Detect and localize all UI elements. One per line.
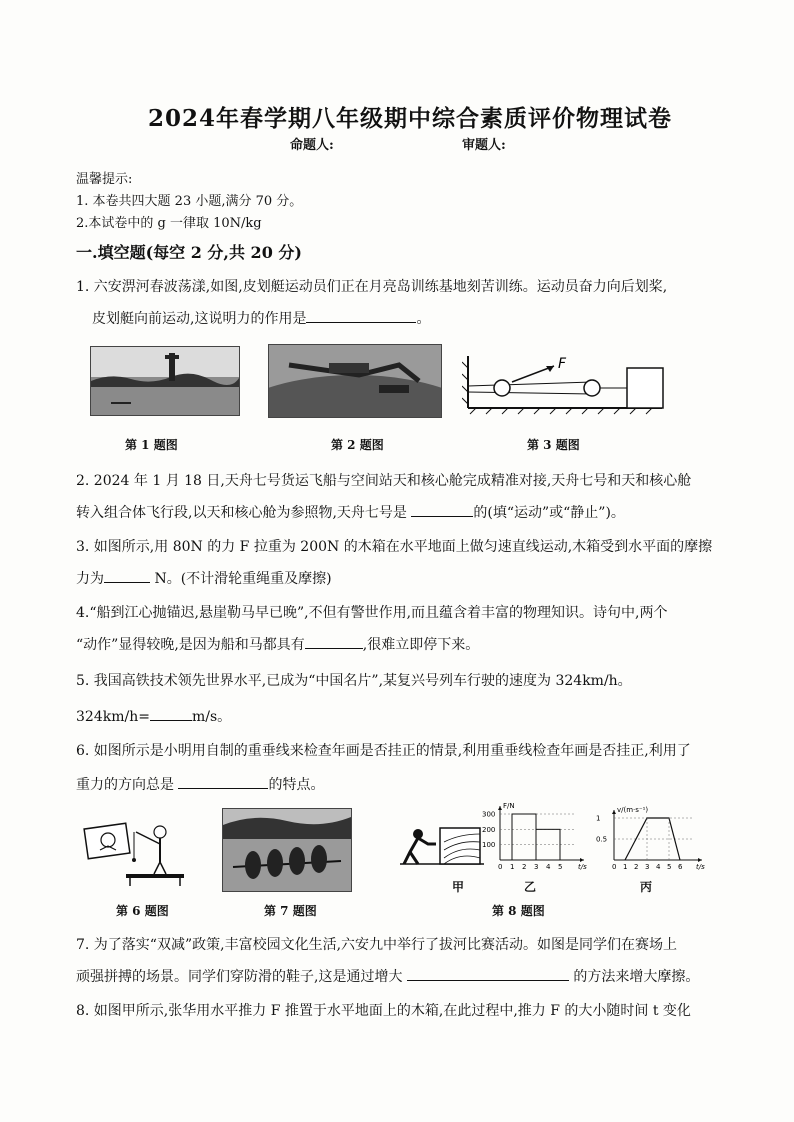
fig8-bing-chart: [590, 800, 708, 874]
x-tick-label: 6: [678, 863, 683, 871]
y-tick-label: 0.5: [596, 835, 608, 844]
question-7-line-2: 顽强拼搏的场景。同学们穿防滑的鞋子,这是通过增大 的方法来增大摩擦。: [76, 969, 700, 985]
fig8-sub-yi: 乙: [524, 880, 537, 894]
fig8-caption: 第 8 题图: [492, 904, 545, 918]
notice-item: 1. 本卷共四大题 23 小题,满分 70 分。: [76, 194, 303, 209]
question-3-line-2: 力为 N。(不计滑轮重绳重及摩擦): [76, 571, 332, 587]
x-tick-label: 3: [645, 863, 650, 871]
question-4-line-2: “动作”显得较晚,是因为船和马都具有 ,很难立即停下来。: [76, 637, 480, 653]
x-tick-label: 3: [534, 863, 539, 871]
setter-label: 命题人:: [290, 138, 334, 153]
fig8-yi-chart: [478, 800, 590, 874]
y-tick-label: 300: [482, 810, 496, 819]
question-3-line-1: 3. 如图所示,用 80N 的力 F 拉重为 200N 的木箱在水平地面上做匀速直线运动,木箱受到水平面的摩擦: [76, 539, 713, 555]
x-tick-label: 5: [558, 863, 563, 871]
answer-blank[interactable]: [407, 968, 569, 981]
answer-blank[interactable]: [150, 708, 192, 721]
reviewer-label: 审题人:: [462, 138, 506, 153]
fig7-caption: 第 7 题图: [264, 904, 317, 918]
answer-blank[interactable]: [411, 504, 473, 517]
fig6-caption: 第 6 题图: [116, 904, 169, 918]
fig1-photo: [90, 346, 240, 416]
y-tick-label: 200: [482, 825, 496, 834]
question-6-line-2: 重力的方向总是 的特点。: [76, 777, 325, 793]
x-tick-label: 0: [612, 863, 617, 871]
fig8-sub-jia: 甲: [452, 880, 465, 894]
x-axis-arrow: [580, 858, 584, 862]
question-1-line-1: 1. 六安淠河春波荡漾,如图,皮划艇运动员们正在月亮岛训练基地刻苦训练。运动员奋力向后划桨,: [76, 279, 668, 295]
question-2-line-2: 转入组合体飞行段,以天和核心舱为参照物,天舟七号是 的(填“运动”或“静止”)。: [76, 505, 625, 521]
x-tick-label: 4: [656, 863, 661, 871]
x-tick-label: 0: [498, 863, 503, 871]
answer-blank[interactable]: [178, 776, 268, 789]
question-4-line-1: 4.“船到江心抛锚迟,悬崖勒马早已晚”,不但有警世作用,而且蕴含着丰富的物理知识。诗句中,两个: [76, 605, 668, 621]
question-5-line-1: 5. 我国高铁技术领先世界水平,已成为“中国名片”,某复兴号列车行驶的速度为 324km/h。: [76, 673, 632, 689]
question-1-line-2: 皮划艇向前运动,这说明力的作用是 。: [92, 311, 431, 327]
question-6-line-1: 6. 如图所示是小明用自制的重垂线来检查年画是否挂正的情景,利用重垂线检查年画是否挂正,利用了: [76, 743, 691, 759]
exam-title: 2024年春学期八年级期中综合素质评价物理试卷: [148, 105, 673, 132]
fig2-photo: [268, 344, 442, 418]
x-axis-arrow: [698, 858, 702, 862]
question-7-line-1: 7. 为了落实“双减”政策,丰富校园文化生活,六安九中举行了拔河比赛活动。如图是同学们在赛场上: [76, 937, 678, 953]
y-tick-label: 100: [482, 841, 496, 850]
x-tick-label: 1: [510, 863, 515, 871]
fig3-force-label: F: [558, 356, 567, 372]
fig8-jia-diagram: [400, 822, 484, 874]
fig8-sub-bing: 丙: [640, 880, 653, 894]
fig3-diagram: [462, 352, 672, 418]
answer-blank[interactable]: [306, 310, 416, 323]
x-axis-label: t/s: [696, 863, 705, 871]
fig2-caption: 第 2 题图: [331, 438, 384, 452]
x-axis-label: t/s: [578, 863, 587, 871]
fig6-diagram: [78, 818, 190, 890]
answer-blank[interactable]: [305, 636, 363, 649]
x-tick-label: 2: [634, 863, 639, 871]
section-title: 一.填空题(每空 2 分,共 20 分): [76, 243, 302, 262]
y-axis-label: v/(m·s⁻¹): [617, 806, 649, 814]
x-tick-label: 1: [623, 863, 628, 871]
fig3-caption: 第 3 题图: [527, 438, 580, 452]
notice-item: 2.本试卷中的 g 一律取 10N/kg: [76, 216, 262, 231]
answer-blank[interactable]: [104, 570, 150, 583]
fig1-caption: 第 1 题图: [125, 438, 178, 452]
force-step-bar: [512, 814, 536, 860]
y-tick-label: 1: [596, 814, 601, 823]
x-tick-label: 5: [667, 863, 672, 871]
question-2-line-1: 2. 2024 年 1 月 18 日,天舟七号货运飞船与空间站天和核心舱完成精准对接,天舟七号和天和核心舱: [76, 473, 692, 489]
x-tick-label: 4: [546, 863, 551, 871]
y-axis-label: F/N: [503, 802, 515, 810]
notice-heading: 温馨提示:: [76, 172, 133, 187]
y-axis-arrow: [498, 806, 502, 810]
fig7-photo: [222, 808, 352, 892]
x-tick-label: 2: [522, 863, 527, 871]
question-8-line-1: 8. 如图甲所示,张华用水平推力 F 推置于水平地面上的木箱,在此过程中,推力 F 的大小随时间 t 变化: [76, 1003, 691, 1019]
y-axis-arrow: [612, 810, 616, 814]
question-5-line-2: 324km/h= m/s。: [76, 709, 232, 725]
